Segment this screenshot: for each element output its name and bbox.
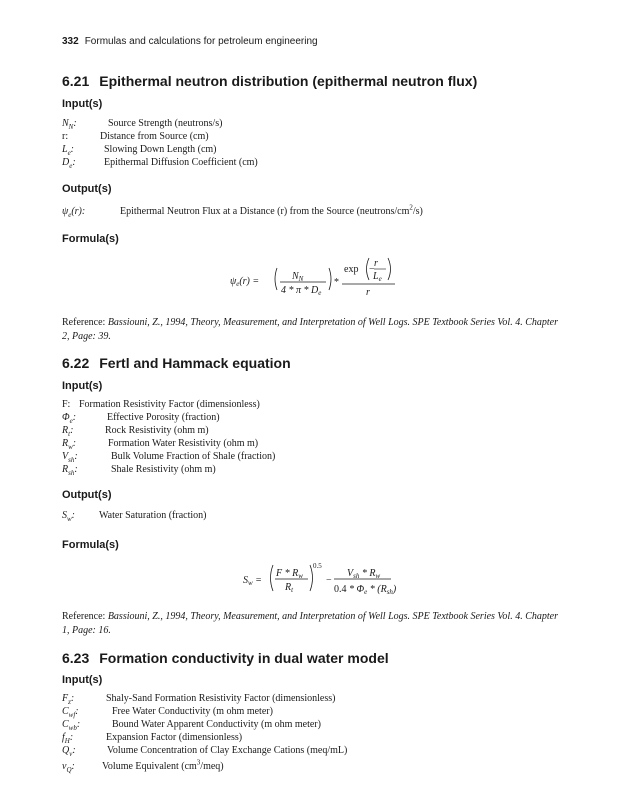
svg-text:Le: $L_e$ <box>373 271 382 283</box>
formula-frac2-numerator: $V_{sh} * R_w$ <box>347 568 381 580</box>
output-symbol: $\psi_e(r)$: <box>62 206 86 220</box>
inputs-heading: Input(s) <box>62 98 103 110</box>
inputs-heading: Input(s) <box>62 674 103 686</box>
running-title: Formulas and calculations for petroleum engineering <box>84 36 318 47</box>
output-row <box>62 509 206 526</box>
formula-heading: Formula(s) <box>62 233 119 245</box>
reference-6-21: Reference: Bassiouni, Z., 1994, Theory, Measurement, and Interpretation of Well Logs. SPE Textbook Series Vol. 4. Chapter 2, Page: 39. <box>62 317 558 342</box>
reference-citation: Bassiouni, Z., 1994, Theory, Measurement, and Interpretation of Well Logs. SPE Textbook Series Vol. 4. Chapter 1, Page: 16. <box>62 611 558 636</box>
input-desc: Volume Equivalent $(cm^3/meq)$ <box>102 759 224 773</box>
input-symbol: $D_e$: <box>62 157 76 170</box>
input-desc: Bound Water Apparent Conductivity (m ohm meter) <box>112 719 321 730</box>
output-desc: Epithermal Neutron Flux at a Distance (r) from the Source $(neutrons/cm^2/s)$ <box>120 204 423 218</box>
input-desc: Slowing Down Length (cm) <box>104 144 217 155</box>
output-desc: Water Saturation (fraction) <box>99 510 207 521</box>
input-row <box>62 757 224 777</box>
input-desc: Shale Resistivity (ohm m) <box>111 464 216 475</box>
section-title: Formation conductivity in dual water model <box>99 650 389 666</box>
output-row <box>62 202 423 222</box>
output-symbol: $S_w$: <box>62 510 76 523</box>
section-title: Epithermal neutron distribution (epithermal neutron flux) <box>99 73 478 89</box>
input-desc: Expansion Factor (dimensionless) <box>106 732 243 743</box>
input-symbol: $C_{wf}$: <box>62 706 79 719</box>
formula-heading: Formula(s) <box>62 539 119 551</box>
input-desc: Distance from Source (cm) <box>100 131 209 142</box>
outputs-heading: Output(s) <box>62 489 112 501</box>
input-symbol: $R_{sh}$: <box>62 464 78 477</box>
input-desc: Rock Resistivity (ohm m) <box>105 425 209 436</box>
input-symbol: $Q_v$: <box>62 745 76 758</box>
formula-numerator: $N_N$ <box>292 271 304 283</box>
section-number: 6.21 <box>62 73 90 89</box>
formula-frac2-denominator: $0.4 * \Phi_e * (R_{sh})$ <box>334 584 397 596</box>
formula-frac1-denominator: $R_t$ <box>285 582 294 594</box>
input-desc: Volume Concentration of Clay Exchange Cations (meq/mL) <box>107 745 348 756</box>
input-row <box>62 398 260 411</box>
input-symbol: $f_H$: <box>62 732 74 745</box>
section-heading-6-22 <box>62 355 291 371</box>
formula-epithermal-flux <box>230 254 400 304</box>
input-symbol: $\Phi_e$: <box>62 412 77 425</box>
input-desc: Effective Porosity (fraction) <box>107 412 220 423</box>
section-title: Fertl and Hammack equation <box>99 355 291 371</box>
input-desc: Formation Resistivity Factor (dimensionless) <box>79 399 260 410</box>
input-symbol: $R_w$: <box>62 438 77 451</box>
formula-lhs: $\psi_e(r)$ = <box>230 276 260 288</box>
svg-text:−: − <box>369 264 375 275</box>
running-header <box>62 36 318 47</box>
input-desc: Shaly-Sand Formation Resistivity Factor (dimensionless) <box>106 693 336 704</box>
formula-lhs: $S_w$ = <box>243 575 262 587</box>
input-desc: Epithermal Diffusion Coefficient (cm) <box>104 157 258 168</box>
section-heading-6-23 <box>62 650 389 666</box>
inputs-heading: Input(s) <box>62 380 103 392</box>
page-number: 332 <box>62 36 79 47</box>
input-symbol: $R_t$: <box>62 425 74 438</box>
input-symbol: $V_{sh}$: <box>62 451 78 464</box>
section-heading-6-21 <box>62 73 477 89</box>
input-desc: Source Strength (neutrons/s) <box>108 118 223 129</box>
input-desc: Free Water Conductivity (m ohm meter) <box>112 706 273 717</box>
svg-text:r: r <box>374 258 378 269</box>
formula-frac1-numerator: F * $R_w$ <box>276 568 303 580</box>
input-desc: Formation Water Resistivity (ohm m) <box>108 438 259 449</box>
input-symbol: $F_z$: <box>62 693 75 706</box>
input-symbol: r: <box>62 131 69 142</box>
input-row <box>62 156 258 173</box>
svg-text:r: r <box>366 287 370 298</box>
formula-water-saturation <box>243 561 397 607</box>
formula-denominator: 4 * π * $D_e$ <box>281 285 322 297</box>
input-desc: Bulk Volume Fraction of Shale (fraction) <box>111 451 276 462</box>
svg-text:−: − <box>326 575 332 586</box>
input-row <box>62 463 216 480</box>
input-symbol: $C_{wb}$: <box>62 719 81 732</box>
outputs-heading: Output(s) <box>62 183 112 195</box>
reference-6-22: Reference: Bassiouni, Z., 1994, Theory, Measurement, and Interpretation of Well Logs. SPE Textbook Series Vol. 4. Chapter 1, Page: 16. <box>62 611 558 636</box>
reference-citation: Bassiouni, Z., 1994, Theory, Measurement, and Interpretation of Well Logs. SPE Textbook Series Vol. 4. Chapter 2, Page: 39. <box>62 317 558 342</box>
formula-exponent: 0.5 <box>313 562 322 570</box>
section-number: 6.22 <box>62 355 90 371</box>
section-number: 6.23 <box>62 650 90 666</box>
input-symbol: $L_e$: <box>62 144 75 157</box>
input-symbol: $N_N$: <box>62 118 77 131</box>
input-symbol: $v_Q$: <box>62 761 75 775</box>
input-symbol: F: <box>62 399 71 410</box>
formula-exp: exp <box>344 264 359 275</box>
input-row <box>62 130 209 143</box>
svg-text:*: * <box>334 277 339 288</box>
